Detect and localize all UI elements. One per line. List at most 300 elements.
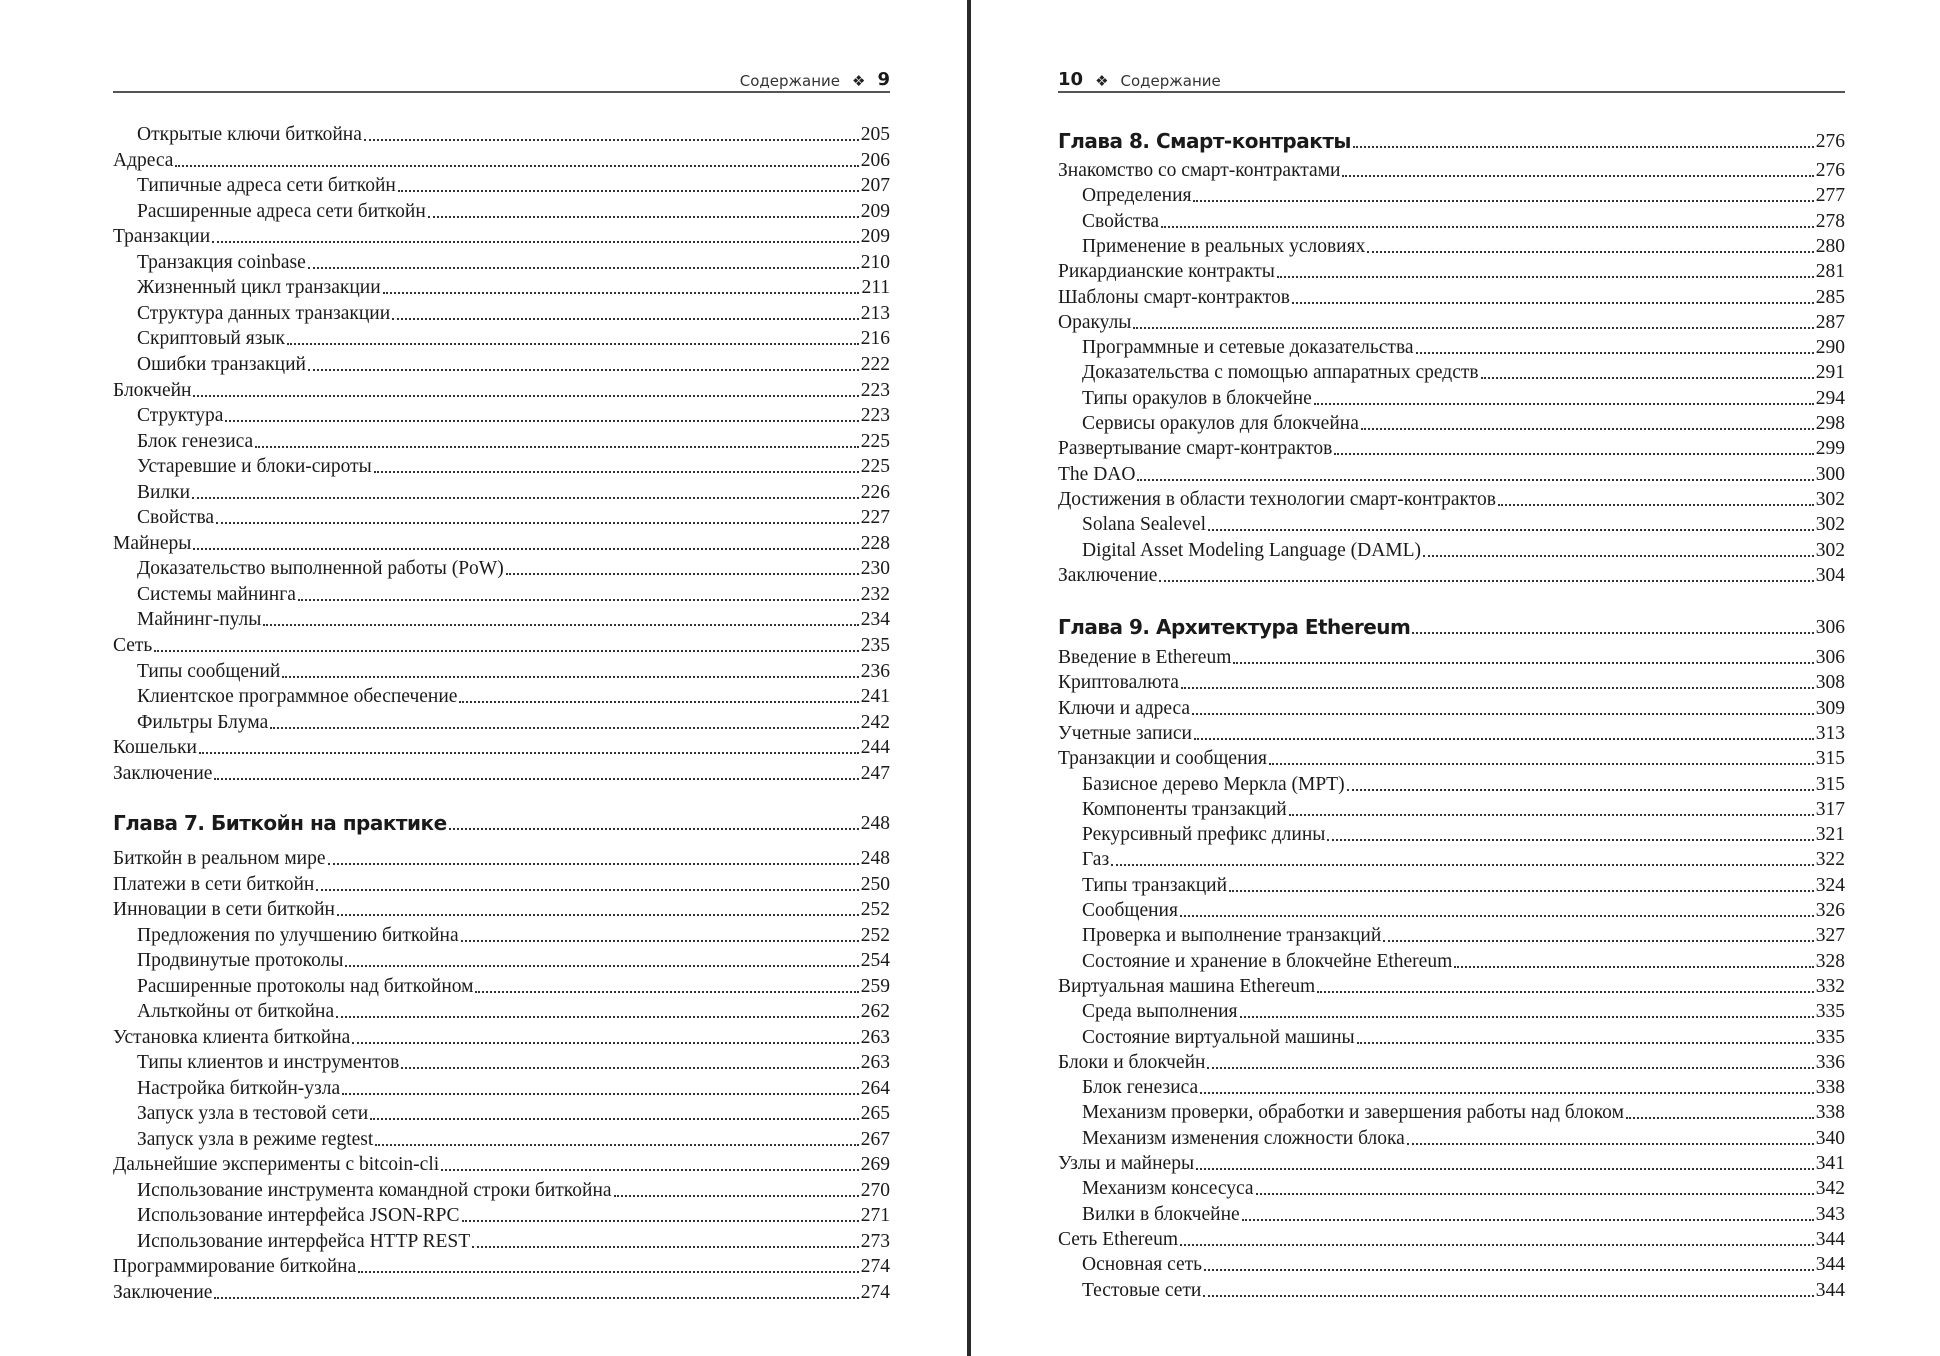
toc-subsection-entry[interactable]	[113, 429, 890, 454]
entry-page-number: 210	[860, 251, 890, 273]
toc-section-entry[interactable]	[1058, 645, 1845, 670]
entry-page-number: 228	[860, 532, 890, 554]
entry-page-number: 276	[1815, 160, 1845, 181]
dot-leader	[154, 649, 858, 652]
toc-section-entry[interactable]	[113, 897, 890, 922]
toc-section-entry[interactable]	[113, 1152, 890, 1177]
entry-title: Блок генезиса	[137, 430, 254, 452]
dot-leader	[462, 1219, 859, 1222]
dot-leader	[475, 990, 858, 993]
entry-title: Определения	[1082, 185, 1192, 207]
entry-title: Клиентское программное обеспечение	[137, 686, 458, 708]
entry-page-number: 216	[860, 328, 890, 350]
entry-page-number: 225	[860, 456, 890, 478]
dot-leader	[287, 342, 859, 345]
entry-title: Использование интерфейса JSON-RPC	[137, 1205, 460, 1226]
toc-subsection-entry[interactable]	[113, 1229, 890, 1254]
toc-subsection-entry[interactable]	[113, 659, 890, 684]
dot-leader	[1240, 1015, 1814, 1018]
dot-leader	[328, 862, 859, 865]
toc-subsection-entry[interactable]	[113, 275, 890, 300]
toc-subsection-entry[interactable]	[1058, 209, 1845, 234]
dot-leader	[336, 1015, 859, 1018]
entry-title: Рикардианские контракты	[1058, 261, 1275, 283]
entry-page-number: 299	[1815, 438, 1845, 460]
dot-leader	[316, 888, 858, 891]
entry-page-number: 230	[860, 558, 890, 580]
toc-section-entry[interactable]	[1058, 721, 1845, 746]
entry-page-number: 338	[1815, 1102, 1845, 1124]
page-number: 9	[877, 69, 890, 90]
toc-subsection-entry[interactable]	[1058, 772, 1845, 797]
dot-leader	[298, 598, 859, 601]
toc-subsection-entry[interactable]	[113, 454, 890, 479]
entry-title: Доказательства с помощью аппаратных средств	[1082, 362, 1479, 384]
entry-title: Фильтры Блума	[137, 711, 269, 733]
entry-page-number: 322	[1815, 849, 1845, 871]
header-rule	[113, 91, 890, 93]
entry-title: Майнинг-пулы	[137, 609, 262, 631]
entry-page-number: 327	[1815, 925, 1845, 947]
dot-leader	[472, 1245, 859, 1248]
dot-leader	[1203, 1294, 1813, 1297]
entry-title: Типы сообщений	[137, 660, 281, 682]
dot-leader	[1196, 1167, 1814, 1170]
toc-subsection-entry[interactable]	[1058, 234, 1845, 259]
entry-title: Системы майнинга	[137, 583, 296, 605]
entry-title: Введение в Ethereum	[1058, 647, 1232, 668]
entry-page-number: 321	[1815, 824, 1845, 846]
toc-section-entry[interactable]	[113, 735, 890, 760]
entry-title: Майнеры	[113, 532, 192, 554]
entry-title: Доказательство выполненной работы (PoW)	[137, 558, 504, 580]
toc-subsection-entry[interactable]	[1058, 183, 1845, 208]
entry-page-number: 207	[860, 175, 890, 197]
entry-title: Устаревшие и блоки-сироты	[137, 456, 372, 478]
toc-section-entry[interactable]	[1058, 310, 1845, 335]
entry-title: Сеть Ethereum	[1058, 1228, 1178, 1250]
entry-page-number: 209	[860, 226, 890, 248]
dot-leader	[1481, 376, 1814, 379]
page-number: 10	[1058, 69, 1084, 90]
entry-page-number: 273	[860, 1230, 890, 1252]
toc-subsection-entry[interactable]	[1058, 873, 1845, 898]
entry-page-number: 269	[860, 1154, 890, 1175]
toc-subsection-entry[interactable]	[113, 1050, 890, 1075]
toc-section-entry[interactable]	[113, 633, 890, 658]
toc-subsection-entry[interactable]	[1058, 512, 1845, 537]
dot-leader	[1111, 863, 1814, 866]
toc-section-entry[interactable]	[113, 872, 890, 897]
dot-leader	[1353, 145, 1814, 148]
dot-leader	[345, 964, 858, 967]
dot-leader	[1367, 250, 1813, 253]
entry-title: Учетные записи	[1058, 722, 1192, 744]
toc-subsection-entry[interactable]	[1058, 1025, 1845, 1050]
dot-leader	[263, 623, 858, 626]
dot-leader	[308, 266, 859, 269]
entry-title: Газ	[1082, 849, 1110, 871]
entry-page-number: 232	[860, 583, 890, 605]
dot-leader	[193, 394, 858, 397]
toc-subsection-entry[interactable]	[113, 301, 890, 326]
dot-leader	[1137, 478, 1813, 481]
dot-leader	[270, 726, 859, 729]
entry-title: Механизм изменения сложности блока	[1082, 1127, 1405, 1149]
toc-subsection-entry[interactable]	[1058, 1100, 1845, 1125]
dot-leader	[1334, 452, 1813, 455]
entry-page-number: 250	[860, 873, 890, 895]
entry-title: Биткойн в реальном мире	[113, 848, 326, 869]
toc-subsection-entry[interactable]	[1058, 386, 1845, 411]
toc-subsection-entry[interactable]	[1058, 1126, 1845, 1151]
entry-page-number: 235	[860, 635, 890, 656]
dot-leader	[1181, 686, 1814, 689]
toc-section-entry[interactable]	[113, 224, 890, 249]
entry-page-number: 280	[1815, 235, 1845, 257]
entry-page-number: 302	[1815, 488, 1845, 510]
dot-leader	[1200, 1091, 1814, 1094]
toc-subsection-entry[interactable]	[113, 607, 890, 632]
entry-page-number: 298	[1815, 413, 1845, 434]
dot-leader	[216, 521, 859, 524]
entry-title: Сообщения	[1082, 900, 1178, 921]
dot-leader	[214, 777, 858, 780]
toc-section-entry[interactable]	[113, 1254, 890, 1279]
entry-title: Базисное дерево Меркла (MPT)	[1082, 773, 1345, 795]
entry-title: Скриптовый язык	[137, 328, 285, 350]
dot-leader	[193, 547, 858, 550]
entry-page-number: 211	[861, 277, 890, 299]
entry-title: Транзакция coinbase	[137, 251, 306, 273]
dot-leader	[1277, 275, 1814, 278]
toc-subsection-entry[interactable]	[113, 923, 890, 948]
entry-page-number: 252	[860, 924, 890, 946]
toc-chapter-heading[interactable]	[113, 806, 890, 836]
dot-leader	[337, 913, 859, 916]
toc-section-entry[interactable]	[113, 1280, 890, 1305]
toc-subsection-entry[interactable]	[113, 480, 890, 505]
toc-subsection-entry[interactable]	[113, 199, 890, 224]
dot-leader	[364, 138, 859, 141]
dot-leader	[1229, 889, 1814, 892]
toc-subsection-entry[interactable]	[113, 684, 890, 709]
chapter-page: 306	[1815, 617, 1845, 638]
dot-leader	[1159, 579, 1813, 582]
dot-leader	[398, 189, 859, 192]
toc-section-entry[interactable]	[113, 378, 890, 403]
entry-title: Вилки в блокчейне	[1082, 1203, 1240, 1225]
toc-subsection-entry[interactable]	[113, 556, 890, 581]
entry-title: Инновации в сети биткойн	[113, 899, 335, 920]
dot-leader	[1207, 1066, 1813, 1069]
entry-page-number: 300	[1815, 463, 1845, 485]
toc-section-entry[interactable]	[1058, 158, 1845, 183]
entry-page-number: 236	[860, 660, 890, 682]
dot-leader	[358, 1270, 859, 1273]
dot-leader	[1347, 788, 1814, 791]
toc-subsection-entry[interactable]	[1058, 999, 1845, 1024]
entry-page-number: 302	[1815, 539, 1845, 561]
dot-leader	[1327, 838, 1813, 841]
toc-section-entry[interactable]	[1058, 1151, 1845, 1176]
toc-section-entry[interactable]	[113, 761, 890, 786]
toc-subsection-entry[interactable]	[1058, 797, 1845, 822]
entry-title: Настройка биткойн-узла	[137, 1077, 341, 1099]
toc-subsection-entry[interactable]	[1058, 1278, 1845, 1303]
entry-title: Сеть	[113, 635, 153, 656]
entry-page-number: 290	[1815, 337, 1845, 359]
toc-section-entry[interactable]	[1058, 974, 1845, 999]
toc-section-entry[interactable]	[1058, 670, 1845, 695]
entry-title: Программные и сетевые доказательства	[1082, 337, 1414, 359]
toc-subsection-entry[interactable]	[1058, 360, 1845, 385]
entry-page-number: 271	[860, 1205, 890, 1226]
entry-page-number: 324	[1815, 874, 1845, 896]
entry-page-number: 252	[860, 899, 890, 920]
entry-page-number: 309	[1815, 697, 1845, 719]
left-page	[113, 0, 890, 1356]
toc-subsection-entry[interactable]	[113, 122, 890, 147]
running-head-title: Содержание	[739, 72, 841, 90]
entry-page-number: 209	[860, 200, 890, 222]
entry-page-number: 225	[860, 430, 890, 452]
right-page	[1058, 0, 1845, 1356]
toc-section-entry[interactable]	[1058, 696, 1845, 721]
toc-section-entry[interactable]	[1058, 1227, 1845, 1252]
entry-page-number: 308	[1815, 672, 1845, 694]
running-head	[113, 64, 890, 90]
entry-title: Продвинутые протоколы	[137, 950, 344, 971]
entry-page-number: 242	[860, 711, 890, 733]
toc-section-entry[interactable]	[1058, 462, 1845, 487]
dot-leader	[199, 751, 859, 754]
dot-leader	[1233, 661, 1813, 664]
entry-title: Компоненты транзакций	[1082, 798, 1287, 820]
dot-leader	[370, 1117, 859, 1120]
ornament-icon: ❖	[852, 72, 866, 90]
entry-page-number: 291	[1815, 362, 1845, 384]
entry-page-number: 313	[1815, 722, 1845, 744]
entry-page-number: 328	[1815, 950, 1845, 972]
dot-leader	[1498, 503, 1814, 506]
toc-subsection-entry[interactable]	[113, 352, 890, 377]
entry-title: Развертывание смарт-контрактов	[1058, 438, 1333, 460]
entry-title: Solana Sealevel	[1082, 514, 1206, 536]
toc-subsection-entry[interactable]	[113, 1203, 890, 1228]
toc-section-entry[interactable]	[1058, 746, 1845, 771]
dot-leader	[1289, 813, 1814, 816]
entry-page-number: 277	[1815, 185, 1845, 207]
entry-title: Ключи и адреса	[1058, 697, 1191, 719]
entry-page-number: 234	[860, 609, 890, 631]
dot-leader	[441, 1168, 859, 1171]
entry-title: Дальнейшие эксперименты с bitcoin-cli	[113, 1154, 440, 1175]
entry-page-number: 265	[860, 1103, 890, 1124]
toc-subsection-entry[interactable]	[113, 1127, 890, 1152]
toc-section-entry[interactable]	[113, 1025, 890, 1050]
dot-leader	[1133, 326, 1813, 329]
chapter-page: 248	[860, 813, 890, 834]
toc-subsection-entry[interactable]	[113, 505, 890, 530]
entry-title: Digital Asset Modeling Language (DAML)	[1082, 539, 1422, 561]
dot-leader	[506, 572, 859, 575]
toc-section-entry[interactable]	[113, 531, 890, 556]
toc-subsection-entry[interactable]	[1058, 923, 1845, 948]
dot-leader	[1192, 712, 1814, 715]
toc-subsection-entry[interactable]	[113, 403, 890, 428]
entry-page-number: 306	[1815, 647, 1845, 668]
dot-leader	[1416, 351, 1814, 354]
entry-page-number: 254	[860, 950, 890, 971]
entry-page-number: 226	[860, 481, 890, 503]
entry-page-number: 262	[860, 1001, 890, 1022]
toc-subsection-entry[interactable]	[113, 326, 890, 351]
entry-title: Применение в реальных условиях	[1082, 235, 1366, 257]
entry-title: Структура	[137, 405, 224, 427]
entry-title: Основная сеть	[1082, 1254, 1203, 1276]
entry-title: Среда выполнения	[1082, 1001, 1238, 1023]
entry-title: Платежи в сети биткойн	[113, 873, 315, 895]
entry-page-number: 343	[1815, 1203, 1845, 1225]
dot-leader	[392, 317, 859, 320]
toc-section-entry[interactable]	[1058, 259, 1845, 284]
dot-leader	[342, 1092, 859, 1095]
chapter-title: Глава 7. Биткойн на практике	[113, 811, 447, 835]
entry-page-number: 223	[860, 379, 890, 401]
toc-subsection-entry[interactable]	[1058, 1176, 1845, 1201]
entry-page-number: 341	[1815, 1153, 1845, 1174]
entry-title: Типы оракулов в блокчейне	[1082, 387, 1312, 409]
entry-page-number: 247	[860, 762, 890, 784]
entry-title: Состояние виртуальной машины	[1082, 1026, 1355, 1048]
toc-section-entry[interactable]	[1058, 436, 1845, 461]
toc-subsection-entry[interactable]	[113, 1076, 890, 1101]
toc-subsection-entry[interactable]	[113, 948, 890, 973]
entry-page-number: 338	[1815, 1077, 1845, 1099]
toc-subsection-entry[interactable]	[1058, 822, 1845, 847]
toc-subsection-entry[interactable]	[1058, 1202, 1845, 1227]
dot-leader	[449, 827, 859, 830]
toc-subsection-entry[interactable]	[113, 173, 890, 198]
dot-leader	[1412, 631, 1813, 634]
toc-chapter-heading[interactable]	[1058, 124, 1845, 154]
dot-leader	[175, 164, 858, 167]
entry-title: Свойства	[137, 507, 215, 529]
entry-title: Узлы и майнеры	[1058, 1153, 1195, 1174]
entry-title: Открытые ключи биткойна	[137, 124, 362, 145]
entry-title: Виртуальная машина Ethereum	[1058, 975, 1316, 997]
entry-title: Тестовые сети	[1082, 1279, 1202, 1301]
toc-section-entry[interactable]	[1058, 487, 1845, 512]
toc-subsection-entry[interactable]	[113, 250, 890, 275]
entry-title: Альткойны от биткойна	[137, 1001, 335, 1022]
dot-leader	[1208, 528, 1814, 531]
entry-page-number: 281	[1815, 261, 1845, 283]
dot-leader	[614, 1194, 859, 1197]
dot-leader	[401, 1066, 858, 1069]
entry-page-number: 315	[1815, 748, 1845, 770]
dot-leader	[1357, 1041, 1814, 1044]
entry-page-number: 248	[860, 848, 890, 869]
toc-subsection-entry[interactable]	[113, 1178, 890, 1203]
toc-subsection-entry[interactable]	[1058, 335, 1845, 360]
toc-subsection-entry[interactable]	[113, 710, 890, 735]
dot-leader	[1194, 737, 1814, 740]
chapter-title: Глава 9. Архитектура Ethereum	[1058, 615, 1411, 639]
dot-leader	[308, 368, 859, 371]
dot-leader	[1314, 402, 1814, 405]
dot-leader	[1626, 1116, 1814, 1119]
entry-title: Типы транзакций	[1082, 874, 1228, 896]
ornament-icon: ❖	[1095, 72, 1109, 90]
toc-section-entry[interactable]	[1058, 563, 1845, 588]
toc-subsection-entry[interactable]	[1058, 898, 1845, 923]
dot-leader	[192, 496, 859, 499]
entry-title: Вилки	[137, 481, 191, 503]
toc-subsection-entry[interactable]	[1058, 949, 1845, 974]
toc-section-entry[interactable]	[1058, 1050, 1845, 1075]
entry-page-number: 270	[860, 1179, 890, 1201]
entry-title: Структура данных транзакции	[137, 302, 391, 324]
entry-title: Состояние и хранение в блокчейне Ethereum	[1082, 950, 1453, 972]
toc-subsection-entry[interactable]	[113, 974, 890, 999]
dot-leader	[255, 445, 859, 448]
entry-title: Проверка и выполнение транзакций	[1082, 925, 1382, 947]
entry-page-number: 267	[860, 1128, 890, 1150]
entry-title: Транзакции и сообщения	[1058, 748, 1267, 770]
toc-subsection-entry[interactable]	[1058, 847, 1845, 872]
dot-leader	[1383, 939, 1813, 942]
toc-subsection-entry[interactable]	[113, 1101, 890, 1126]
dot-leader	[225, 419, 858, 422]
toc-subsection-entry[interactable]	[113, 999, 890, 1024]
entry-page-number: 264	[860, 1077, 890, 1099]
dot-leader	[459, 700, 858, 703]
entry-page-number: 340	[1815, 1127, 1845, 1149]
entry-page-number: 263	[860, 1052, 890, 1073]
dot-leader	[1256, 1192, 1814, 1195]
entry-page-number: 263	[860, 1026, 890, 1048]
dot-leader	[1454, 965, 1814, 968]
toc-section-entry[interactable]	[1058, 285, 1845, 310]
toc-section-entry[interactable]	[113, 846, 890, 871]
entry-page-number: 274	[860, 1256, 890, 1277]
entry-page-number: 241	[860, 686, 890, 708]
toc-subsection-entry[interactable]	[113, 582, 890, 607]
entry-page-number: 287	[1815, 311, 1845, 333]
toc-subsection-entry[interactable]	[1058, 538, 1845, 563]
toc-subsection-entry[interactable]	[1058, 1075, 1845, 1100]
toc-subsection-entry[interactable]	[1058, 1252, 1845, 1277]
entry-page-number: 244	[860, 737, 890, 759]
dot-leader	[375, 1143, 858, 1146]
entry-page-number: 259	[860, 975, 890, 997]
entry-page-number: 274	[860, 1281, 890, 1303]
dot-leader	[282, 675, 858, 678]
dot-leader	[1269, 762, 1814, 765]
dot-leader	[1161, 225, 1814, 228]
dot-leader	[1193, 199, 1813, 202]
dot-leader	[383, 291, 860, 294]
toc-subsection-entry[interactable]	[1058, 411, 1845, 436]
entry-title: Блок генезиса	[1082, 1077, 1199, 1099]
toc-chapter-heading[interactable]	[1058, 610, 1845, 640]
entry-title: Программирование биткойна	[113, 1256, 357, 1277]
entry-title: Установка клиента биткойна	[113, 1026, 351, 1048]
toc-section-entry[interactable]	[113, 148, 890, 173]
entry-title: The DAO	[1058, 463, 1136, 485]
